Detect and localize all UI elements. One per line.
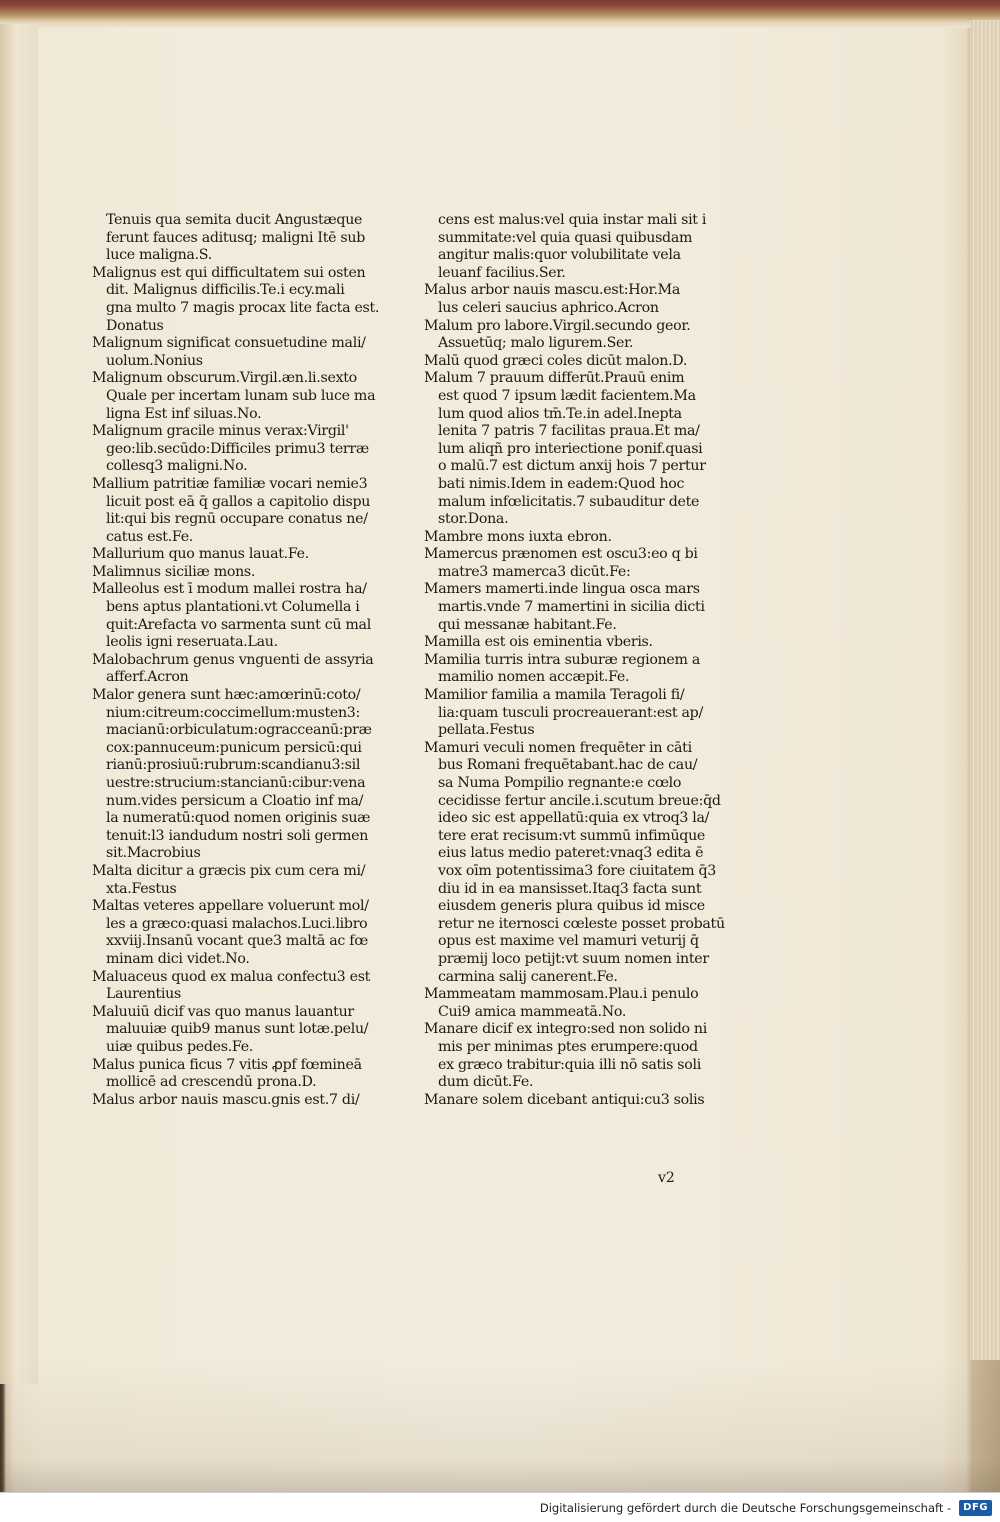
text-line: Mammeatam mammosam.Plau.i penulo	[424, 986, 699, 1003]
text-line: dum dicūt.Fe.	[438, 1074, 534, 1091]
text-line: Malignum obscurum.Virgil.æn.li.sexto	[92, 370, 357, 387]
facing-page-edge	[0, 24, 38, 1384]
text-line: Donatus	[106, 317, 164, 334]
text-line: Mallium patritiæ familiæ vocari nemie3	[92, 475, 368, 492]
text-line: dit. Malignus difficilis.Te.i ecy.mali	[106, 282, 345, 299]
text-line: Mambre mons iuxta ebron.	[424, 528, 612, 545]
text-line: catus est.Fe.	[106, 528, 193, 545]
text-line: Mamilior familia a mamila Teragoli fi/	[424, 687, 685, 704]
text-line: la numeratū:quod nomen originis suæ	[106, 810, 371, 827]
text-line: Malus arbor nauis mascu.est:Hor.Ma	[424, 282, 681, 299]
text-line: bus Romani frequētabant.hac de cau/	[438, 757, 698, 774]
page-stack-edge	[970, 20, 1000, 1360]
text-line: bens aptus plantationi.vt Columella i	[106, 599, 360, 616]
text-line: Maluuiū dicif vas quo manus lauantur	[92, 1003, 354, 1020]
text-line: ideo sic est appellatū:quia ex vtroq3 la/	[438, 810, 710, 827]
text-line: rianū:prosiuū:rubrum:scandianu3:sil	[106, 757, 361, 774]
text-line: eius latus medio pateret:vnaq3 edita ē	[438, 845, 704, 862]
text-line: Maluaceus quod ex malua confectu3 est	[92, 968, 371, 985]
text-line: Malus arbor nauis mascu.gnis est.7 di/	[92, 1091, 360, 1108]
text-line: mollicē ad crescendū prona.D.	[106, 1074, 317, 1091]
text-line: bati nimis.Idem in eadem:Quod hoc	[438, 475, 685, 492]
text-line: mis per minimas ptes erumpere:quod	[438, 1038, 698, 1055]
text-line: retur ne iternosci cœleste posset probatū	[438, 915, 725, 932]
text-line: malum infœlicitatis.7 subauditur dete	[438, 493, 700, 510]
text-line: Assuetūq; malo ligurem.Ser.	[438, 335, 634, 352]
text-line: matre3 mamerca3 dicūt.Fe:	[438, 563, 631, 580]
text-line: lit:qui bis regnū occupare conatus ne/	[106, 511, 368, 528]
text-line: nium:citreum:coccimellum:musten3:	[106, 704, 361, 721]
text-line: Laurentius	[106, 986, 181, 1003]
text-line: ligna Est inf siluas.No.	[106, 405, 262, 422]
book-cover-edge	[0, 0, 1000, 28]
text-line: quit:Arefacta vo sarmenta sunt cū mal	[106, 616, 371, 633]
text-line: lum aliqñ pro interiectione ponif.quasi	[438, 440, 703, 457]
text-line: Malor genera sunt hæc:amœrinū:coto/	[92, 687, 361, 704]
text-line: cens est malus:vel quia instar mali sit i	[438, 212, 707, 228]
text-line: Mamilia turris intra suburæ regionem a	[424, 651, 701, 668]
page-shadow	[0, 1360, 1000, 1492]
text-line: lum quod alios tm̄.Te.in adel.Inepta	[438, 405, 682, 422]
text-line: les a græco:quasi malachos.Luci.libro	[106, 915, 368, 932]
text-line: sa Numa Pompilio regnante:e cœlo	[438, 775, 682, 791]
text-line: leuanf facilius.Ser.	[438, 264, 566, 281]
text-line: Mamers mamerti.inde lingua osca mars	[424, 581, 700, 598]
funding-note: Digitalisierung gefördert durch die Deutsche Forschungsgemeinschaft -	[539, 1500, 952, 1515]
text-line: tere erat recisum:vt summū infimūque	[438, 827, 706, 844]
right-text-column	[424, 212, 724, 1109]
text-line: Malta dicitur a græcis pix cum cera mi/	[92, 862, 366, 879]
text-line: Malus punica ficus 7 vitis ꝓpf fœmineā	[92, 1056, 362, 1073]
text-line: cox:pannuceum:punicum persicū:qui	[106, 739, 362, 756]
text-line: eiusdem generis plura quibus id misce	[438, 898, 705, 915]
text-line: licuit post eā q̄ gallos a capitolio dispu	[106, 493, 371, 510]
text-line: uestre:strucium:stancianū:cibur:vena	[106, 775, 366, 791]
text-line: Maltas veteres appellare voluerunt mol/	[92, 898, 369, 915]
text-line: lenita 7 patris 7 facilitas praua.Et ma/	[438, 423, 700, 440]
dfg-logo: DFG	[959, 1500, 992, 1516]
text-line: afferf.Acron	[106, 669, 189, 686]
text-line: Tenuis qua semita ducit Angustæque	[106, 212, 363, 228]
text-line: Malimnus siciliæ mons.	[92, 563, 256, 580]
text-line: collesq3 maligni.No.	[106, 458, 248, 475]
text-line: Manare solem dicebant antiqui:cu3 solis	[424, 1091, 705, 1108]
text-line: summitate:vel quia quasi quibusdam	[438, 229, 693, 246]
footer-bar	[0, 1492, 1000, 1522]
text-line: Malleolus est ī modum mallei rostra ha/	[92, 581, 367, 598]
text-line: est quod 7 ipsum lædit facientem.Ma	[438, 387, 696, 404]
text-line: Malū quod græci coles dicūt malon.D.	[424, 352, 688, 369]
text-line: præmij loco petijt:vt suum nomen inter	[438, 950, 709, 967]
text-line: Malignus est qui difficultatem sui osten	[92, 264, 366, 281]
text-line: Mamilla est ois eminentia vberis.	[424, 634, 653, 651]
text-line: sit.Macrobius	[106, 845, 201, 862]
text-line: maluuiæ quib9 manus sunt lotæ.pelu/	[106, 1021, 369, 1038]
text-line: num.vides persicum a Cloatio inf ma/	[106, 792, 364, 809]
text-line: Manare dicif ex integro:sed non solido ni	[424, 1021, 707, 1038]
text-line: luce maligna.S.	[106, 247, 212, 264]
text-line: gna multo 7 magis procax lite facta est.	[106, 299, 380, 316]
text-line: ferunt fauces aditusq; maligni Itē sub	[106, 229, 366, 246]
text-line: geo:lib.secūdo:Difficiles primu3 terræ	[106, 440, 369, 457]
text-line: lia:quam tusculi procreauerant:est ap/	[438, 704, 703, 721]
text-line: Quale per incertam lunam sub luce ma	[106, 387, 376, 404]
text-line: diu id in ea mansisset.Itaq3 facta sunt	[438, 880, 702, 897]
text-line: Cui9 amica mammeatā.No.	[438, 1003, 627, 1020]
text-line: o malū.7 est dictum anxij hois 7 pertur	[438, 458, 706, 475]
text-line: Malignum significat consuetudine mali/	[92, 335, 366, 352]
text-line: lus celeri saucius aphrico.Acron	[438, 299, 659, 316]
signature-mark: v2	[658, 1170, 675, 1186]
text-line: mamilio nomen accæpit.Fe.	[438, 669, 630, 686]
text-line: leolis igni reseruata.Lau.	[106, 634, 278, 651]
text-line: macianū:orbiculatum:ogracceanū:præ	[106, 722, 372, 739]
text-line: Malum 7 prauum differūt.Prauū enim	[424, 370, 685, 387]
text-line: minam dici videt.No.	[106, 950, 250, 967]
text-line: pellata.Festus	[438, 722, 535, 739]
text-line: opus est maxime vel mamuri veturij q̄	[438, 933, 699, 950]
text-line: stor.Dona.	[438, 511, 509, 528]
text-line: qui messanæ habitant.Fe.	[438, 616, 617, 633]
text-line: angitur malis:quor volubilitate vela	[438, 247, 681, 264]
text-line: uiæ quibus pedes.Fe.	[106, 1038, 254, 1055]
text-line: cecidisse fertur ancile.i.scutum breue:q̄d	[438, 792, 721, 809]
text-line: martis.vnde 7 mamertini in sicilia dicti	[438, 599, 705, 616]
text-line: Malum pro labore.Virgil.secundo geor.	[424, 317, 691, 334]
text-line: Malignum gracile minus verax:Virgil'	[92, 423, 349, 440]
text-line: xxviij.Insanū vocant que3 maltā ac fœ	[106, 933, 368, 950]
text-line: Malobachrum genus vnguenti de assyria	[92, 651, 374, 668]
text-line: carmina salij canerent.Fe.	[438, 968, 618, 985]
text-line: Mamuri veculi nomen frequēter in cāti	[424, 739, 692, 756]
text-line: ex græco trabitur:quia illi nō satis soli	[438, 1056, 702, 1073]
text-line: tenuit:l3 iandudum nostri soli germen	[106, 827, 369, 844]
text-line: Mallurium quo manus lauat.Fe.	[92, 546, 309, 563]
text-line: Mamercus prænomen est oscu3:eo q bi	[424, 546, 698, 563]
text-line: vox oīm potentissima3 fore ciuitatem q̄3	[438, 862, 717, 879]
text-line: uolum.Nonius	[106, 352, 203, 369]
left-text-column	[92, 212, 392, 1109]
text-line: xta.Festus	[106, 880, 177, 897]
